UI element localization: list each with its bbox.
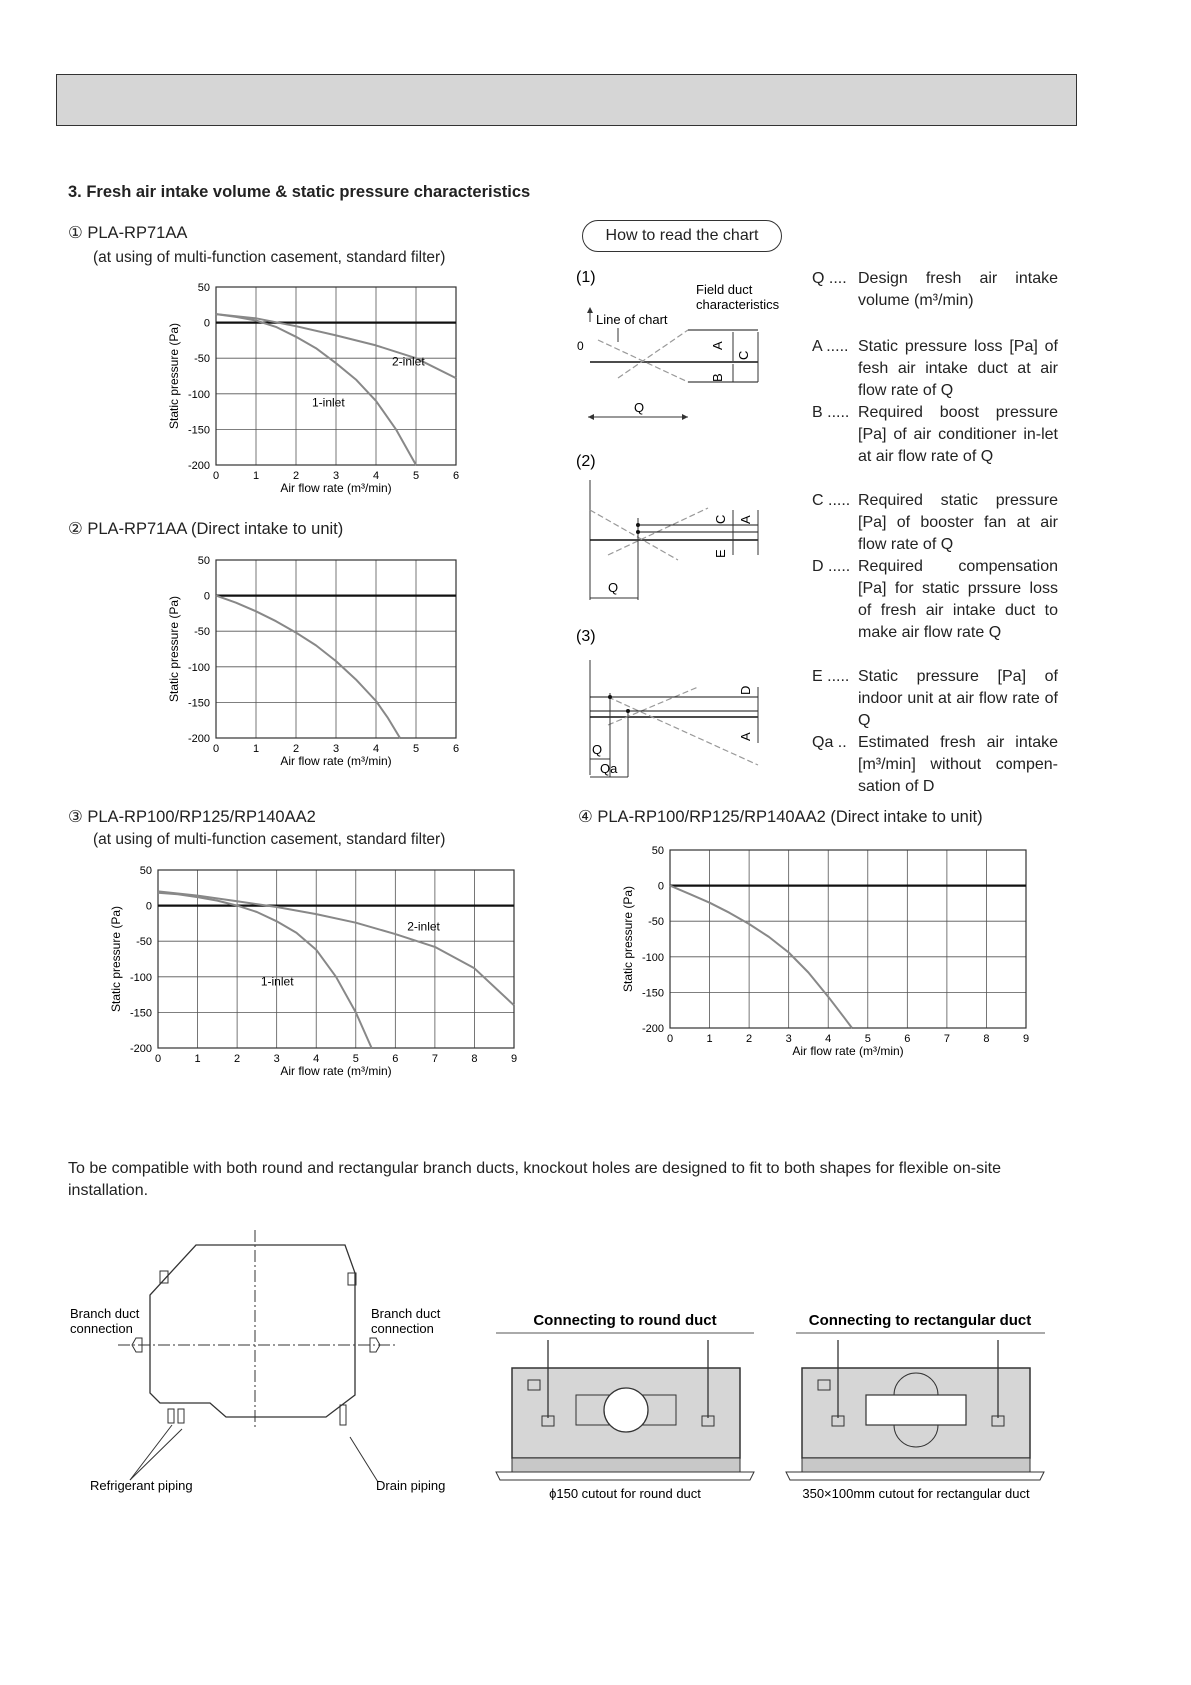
diag2-q: Q <box>608 580 619 595</box>
y-tick-label: 0 <box>657 880 664 893</box>
y-tick-label: -50 <box>194 626 210 639</box>
drain-piping-label: Drain piping <box>376 1478 446 1493</box>
x-tick-label: 0 <box>666 1033 674 1045</box>
x-tick-label: 1 <box>706 1033 713 1045</box>
y-tick-label: -150 <box>129 1007 152 1020</box>
x-tick-label: 3 <box>332 470 340 482</box>
chart3-title: ③ PLA-RP100/RP125/RP140AA2 <box>68 808 316 826</box>
x-tick-label: 2 <box>292 743 300 755</box>
x-tick-label: 6 <box>904 1033 911 1045</box>
x-tick-label: 7 <box>943 1033 950 1045</box>
chart3-subtitle: (at using of multi-function casement, standard filter) <box>93 831 446 848</box>
y-tick-label: 0 <box>203 317 210 330</box>
chart2-title: ② PLA-RP71AA (Direct intake to unit) <box>68 520 344 538</box>
x-tick-label: 3 <box>785 1033 792 1045</box>
chart4-title: ④ PLA-RP100/RP125/RP140AA2 (Direct intake to unit) <box>578 808 983 826</box>
x-tick-label: 0 <box>212 743 220 755</box>
x-tick-label: 2 <box>292 470 300 482</box>
series-line-1-inlet <box>158 893 372 1048</box>
diag2-e: E <box>713 549 728 558</box>
branch-duct-left-1: Branch duct <box>70 1306 140 1321</box>
x-tick-label: 1 <box>194 1053 201 1065</box>
y-axis-label: Static pressure (Pa) <box>621 885 635 993</box>
y-tick-label: -100 <box>641 951 664 964</box>
y-tick-label: -100 <box>129 971 152 984</box>
series-label: 2-inlet <box>392 354 425 369</box>
y-tick-label: -200 <box>129 1043 152 1055</box>
x-tick-label: 3 <box>332 743 340 755</box>
unit-outline-figure <box>60 1225 480 1500</box>
branch-duct-right-1: Branch duct <box>371 1306 441 1321</box>
x-tick-label: 2 <box>234 1053 241 1065</box>
branch-duct-right-2: connection <box>371 1321 434 1336</box>
body-text: To be compatible with both round and rectangular branch ducts, knockout holes are designed to fit to both shapes for flexible on-site installation. <box>68 1160 1002 1199</box>
diag1-q: Q <box>634 400 645 415</box>
round-duct-figure <box>490 1300 760 1500</box>
x-tick-label: 8 <box>983 1033 990 1045</box>
diag3-d: D <box>738 685 753 695</box>
x-axis-label: Air flow rate (m³/min) <box>280 481 392 495</box>
rect-duct-figure <box>780 1300 1070 1500</box>
how-to-read-label: How to read the chart <box>582 220 782 252</box>
diag1-c: C <box>736 350 751 360</box>
x-tick-label: 8 <box>471 1053 478 1065</box>
y-tick-label: -150 <box>641 987 664 1000</box>
diag3-a: A <box>738 732 753 741</box>
diag2-a: A <box>738 515 753 524</box>
series-label: 1-inlet <box>312 395 345 410</box>
y-axis-label: Static pressure (Pa) <box>109 905 123 1013</box>
header-bar <box>56 74 1077 126</box>
chart2 <box>150 548 470 780</box>
x-tick-label: 2 <box>746 1033 753 1045</box>
series-line-2-inlet <box>158 891 514 1005</box>
line-of-chart-label: Line of chart <box>596 312 668 327</box>
diag2-c: C <box>713 514 728 524</box>
x-axis-label: Air flow rate (m³/min) <box>792 1044 904 1058</box>
diagram3-label: (3) <box>576 628 596 645</box>
chart1-title: ① PLA-RP71AA <box>68 224 188 242</box>
y-tick-label: -200 <box>187 733 210 745</box>
x-tick-label: 4 <box>313 1053 320 1065</box>
branch-duct-left-2: connection <box>70 1321 133 1336</box>
series-line-1-inlet <box>216 314 416 465</box>
y-tick-label: 0 <box>145 900 152 913</box>
section-title: 3. Fresh air intake volume & static pressure characteristics <box>68 183 531 201</box>
diagram-1 <box>568 262 798 432</box>
diag1-a: A <box>710 341 725 350</box>
diag3-qa: Qa <box>600 761 618 776</box>
series-label: 2-inlet <box>407 919 440 934</box>
x-tick-label: 5 <box>412 743 420 755</box>
x-tick-label: 1 <box>252 743 260 755</box>
rect-duct-caption: 350×100mm cutout for rectangular duct <box>802 1486 1030 1500</box>
series-label: 1-inlet <box>260 974 294 989</box>
characteristics-label: characteristics <box>696 297 780 312</box>
x-tick-label: 1 <box>252 470 260 482</box>
round-duct-heading: Connecting to round duct <box>533 1312 717 1329</box>
diagram-3 <box>568 625 798 790</box>
x-tick-label: 5 <box>864 1033 871 1045</box>
diagram-2 <box>568 450 798 610</box>
x-tick-label: 6 <box>452 743 460 755</box>
x-tick-label: 3 <box>273 1053 280 1065</box>
zero-label: 0 <box>577 339 584 353</box>
x-tick-label: 6 <box>452 470 460 482</box>
diag3-q: Q <box>592 742 603 757</box>
y-tick-label: 0 <box>203 590 210 603</box>
x-tick-label: 5 <box>352 1053 359 1065</box>
plot-frame <box>670 850 1026 1028</box>
y-tick-label: -100 <box>187 388 210 401</box>
diag1-b: B <box>710 373 725 382</box>
x-axis-label: Air flow rate (m³/min) <box>280 1064 392 1078</box>
refrigerant-piping-label: Refrigerant piping <box>90 1478 193 1493</box>
y-tick-label: -50 <box>136 936 152 949</box>
x-tick-label: 6 <box>392 1053 399 1065</box>
y-tick-label: 50 <box>197 555 210 567</box>
x-tick-label: 9 <box>510 1053 518 1065</box>
y-tick-label: -50 <box>648 916 664 929</box>
y-tick-label: 50 <box>651 845 664 857</box>
chart1-subtitle: (at using of multi-function casement, standard filter) <box>93 249 446 266</box>
x-axis-label: Air flow rate (m³/min) <box>280 754 392 768</box>
diagram2-label: (2) <box>576 453 596 470</box>
field-duct-label: Field duct <box>696 282 753 297</box>
x-tick-label: 7 <box>431 1053 438 1065</box>
y-axis-label: Static pressure (Pa) <box>167 322 181 430</box>
round-duct-caption: ϕ150 cutout for round duct <box>549 1486 701 1500</box>
rect-duct-heading: Connecting to rectangular duct <box>808 1312 1032 1329</box>
x-tick-label: 4 <box>825 1033 832 1045</box>
y-tick-label: -50 <box>194 353 210 366</box>
x-tick-label: 4 <box>372 470 380 482</box>
x-tick-label: 5 <box>412 470 420 482</box>
chart3 <box>96 858 526 1090</box>
diagram1-label: (1) <box>576 269 596 286</box>
x-tick-label: 4 <box>372 743 380 755</box>
chart4 <box>608 838 1038 1070</box>
y-tick-label: 50 <box>139 865 152 877</box>
y-tick-label: -200 <box>187 460 210 472</box>
chart1 <box>150 275 470 507</box>
y-tick-label: -150 <box>187 697 210 710</box>
x-tick-label: 9 <box>1022 1033 1030 1045</box>
x-tick-label: 0 <box>212 470 220 482</box>
y-tick-label: -200 <box>641 1023 664 1035</box>
y-tick-label: -150 <box>187 424 210 437</box>
x-tick-label: 0 <box>154 1053 162 1065</box>
y-axis-label: Static pressure (Pa) <box>167 595 181 703</box>
y-tick-label: -100 <box>187 661 210 674</box>
y-tick-label: 50 <box>197 282 210 294</box>
